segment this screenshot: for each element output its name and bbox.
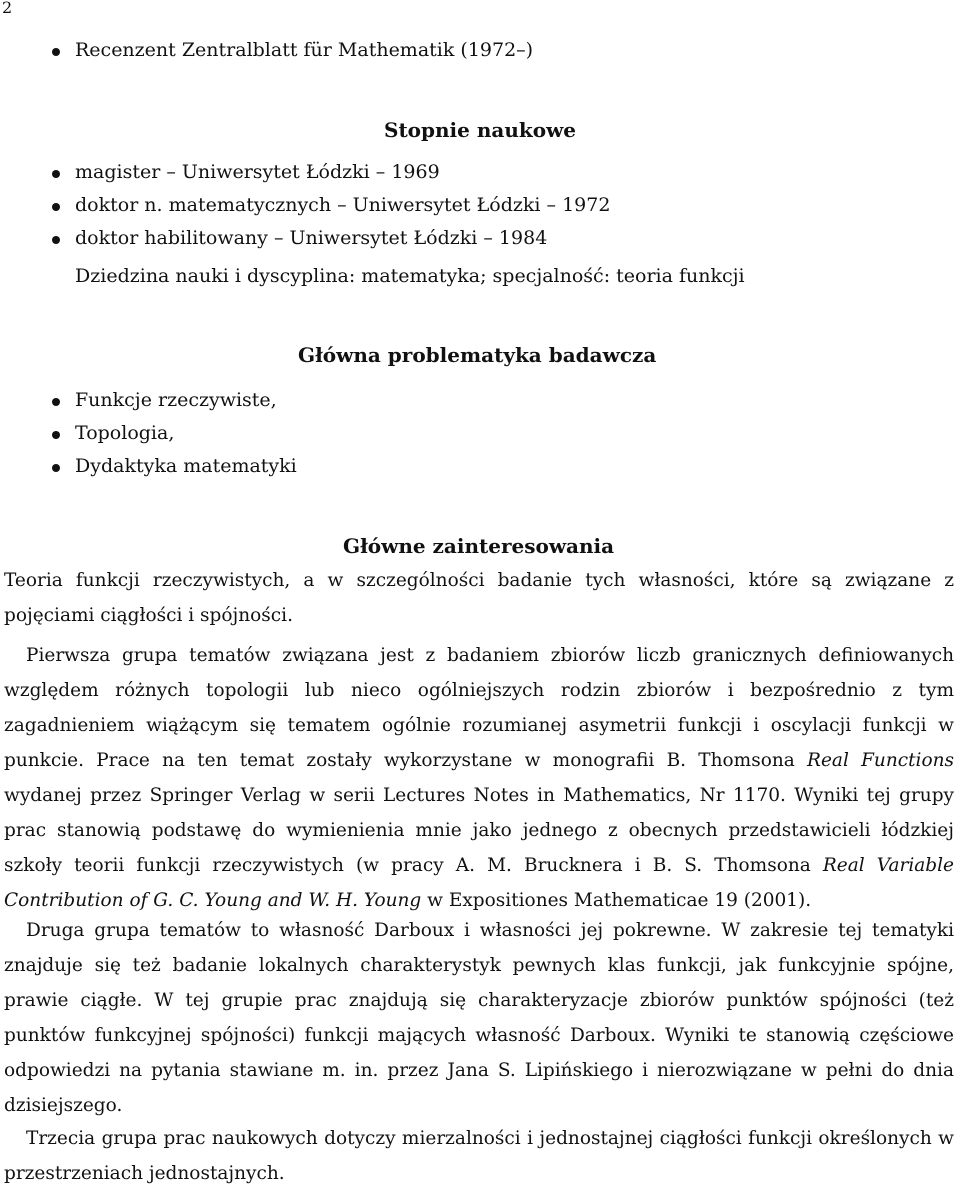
research-areas-heading: Główna problematyka badawcza [298, 343, 657, 367]
degrees-list [52, 156, 932, 255]
book-title-real-functions: Real Functions [807, 750, 955, 771]
p1-text-c: w Expositiones Mathematicae 19 (2001). [427, 890, 812, 911]
page-number: 2 [2, 0, 13, 17]
degrees-heading: Stopnie naukowe [384, 118, 577, 142]
p2-text: Druga grupa tematów to własność Darboux i własności jej pokrewne. W zakresie tej tematyki znajduje się też badanie lokalnych charakterystyk pewnych klas funkcji, jak funkcyjnie spójne, prawie ciągłe. W tej grupie prac znajdują się charakteryzacje zbiorów punktów spójności (też punktów funkcyjnej spójności) funkcji mających własność Darboux. Wyniki te stanowią częściowe odpowiedzi na pytania stawiane m. in. przez Jana S. Lipińskiego i nierozwiązane w pełni do dnia dzisiejszego. [4, 920, 954, 1116]
list-item: Dydaktyka matematyki [52, 450, 932, 483]
interests-heading: Główne zainteresowania [343, 534, 615, 558]
paragraph-third-group [4, 1121, 954, 1191]
list-item: doktor n. matematycznych – Uniwersytet Łódzki – 1972 [52, 189, 932, 222]
p1-text-a: Pierwsza grupa tematów związana jest z badaniem zbiorów liczb granicznych definiowanych względem różnych topologii lub nieco ogólniejszych rodzin zbiorów i bezpośrednio z tym zagadnieniem wiążącym się tematem ogólnie rozumianej asymetrii funkcji i oscylacji funkcji w punkcie. Prace na ten temat zostały wykorzystane w monografii B. Thomsona [4, 645, 954, 771]
list-item: magister – Uniwersytet Łódzki – 1969 [52, 156, 932, 189]
list-item: doktor habilitowany – Uniwersytet Łódzki – 1984 [52, 222, 932, 255]
p3-text: Trzecia grupa prac naukowych dotyczy mierzalności i jednostajnej ciągłości funkcji określonych w przestrzeniach jednostajnych. [4, 1128, 954, 1184]
research-areas-list [52, 384, 932, 483]
reviewer-list [52, 34, 932, 67]
field-of-science: Dziedzina nauki i dyscyplina: matematyka; specjalność: teoria funkcji [75, 265, 745, 287]
article-title-real-variable: Real Variable Contribution of G. C. Young and W. H. Young [4, 855, 954, 911]
list-item: Recenzent Zentralblatt für Mathematik (1972–) [52, 34, 932, 67]
list-item: Topologia, [52, 417, 932, 450]
intro-text: Teoria funkcji rzeczywistych, a w szczególności badanie tych własności, które są związane z pojęciami ciągłości i spójności. [4, 570, 954, 626]
p1-text-b: wydanej przez Springer Verlag w serii Lectures Notes in Mathematics, Nr 1170. Wyniki tej grupy prac stanowią podstawę do wymienienia mnie jako jednego z obecnych przedstawicieli łódzkiej szkoły teorii funkcji rzeczywistych (w pracy A. M. Brucknera i B. S. Thomsona [4, 785, 954, 876]
interests-intro [4, 563, 954, 633]
paragraph-second-group [4, 913, 954, 1123]
list-item: Funkcje rzeczywiste, [52, 384, 932, 417]
paragraph-first-group [4, 638, 954, 918]
